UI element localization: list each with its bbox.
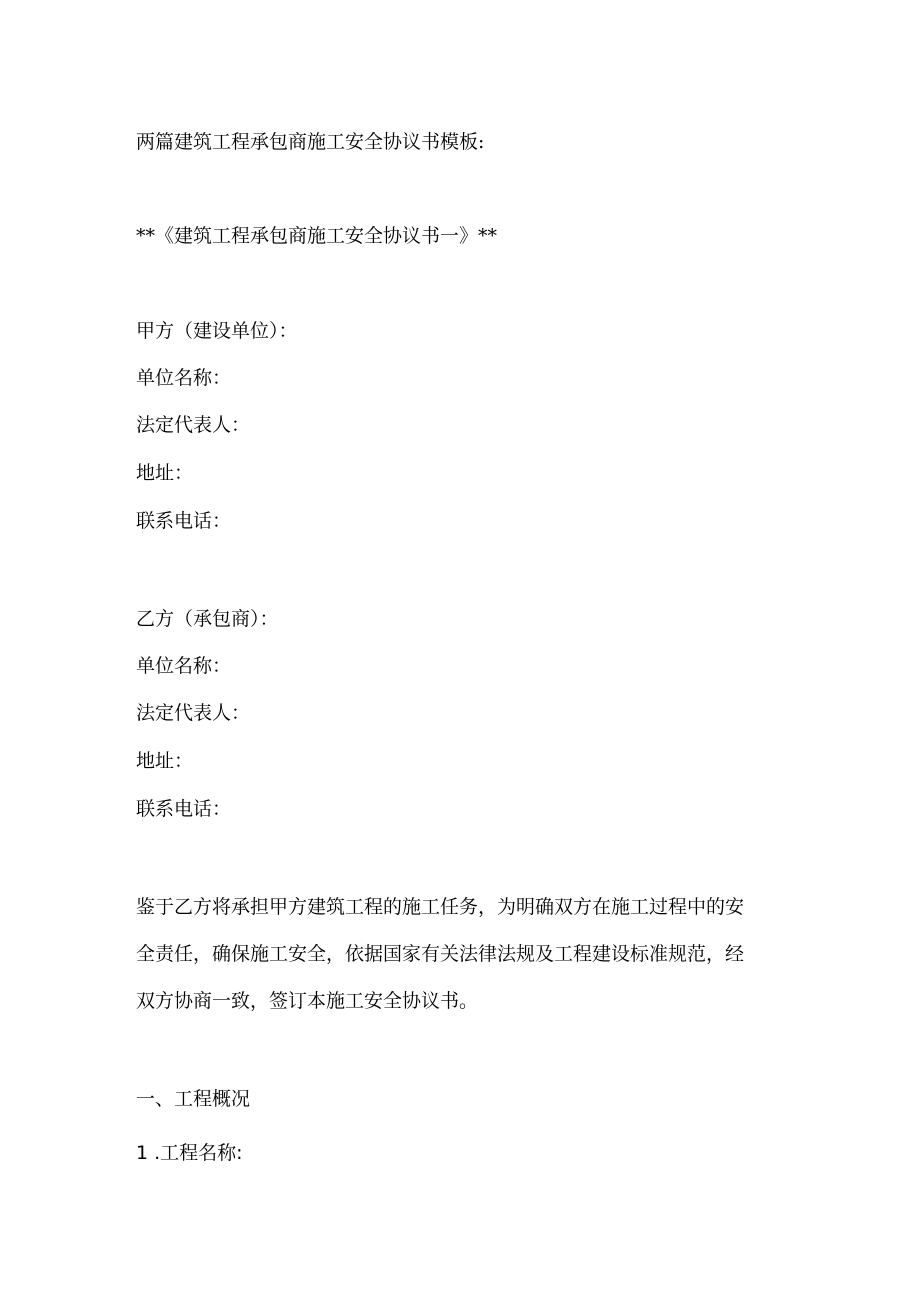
document-heading: 两篇建筑工程承包商施工安全协议书模板: bbox=[136, 131, 485, 153]
party-a-address: 地址： bbox=[136, 462, 194, 484]
party-b-title: 乙方（承包商）： bbox=[136, 608, 279, 630]
party-a-title: 甲方（建设单位）： bbox=[136, 320, 298, 342]
section-1-title: 一、工程概况 bbox=[136, 1088, 251, 1110]
preamble-paragraph bbox=[136, 884, 786, 1025]
party-a-phone: 联系电话： bbox=[136, 510, 232, 532]
party-b-unit-name: 单位名称： bbox=[136, 655, 232, 677]
preamble-line-3: 双方协商一致，签订本施工安全协议书。 bbox=[136, 990, 479, 1012]
section-1-item-1: 1 .工程名称: bbox=[136, 1142, 243, 1164]
party-b-legal-rep: 法定代表人： bbox=[136, 702, 251, 724]
party-a-legal-rep: 法定代表人： bbox=[136, 414, 251, 436]
party-b-address: 地址： bbox=[136, 750, 194, 772]
agreement-title: **《建筑工程承包商施工安全协议书一》** bbox=[136, 225, 498, 247]
preamble-line-1: 鉴于乙方将承担甲方建筑工程的施工任务，为明确双方在施工过程中的安 bbox=[136, 896, 745, 918]
party-b-phone: 联系电话： bbox=[136, 798, 232, 820]
party-a-unit-name: 单位名称： bbox=[136, 367, 232, 389]
preamble-line-2: 全责任，确保施工安全，依据国家有关法律法规及工程建设标准规范，经 bbox=[136, 943, 745, 965]
